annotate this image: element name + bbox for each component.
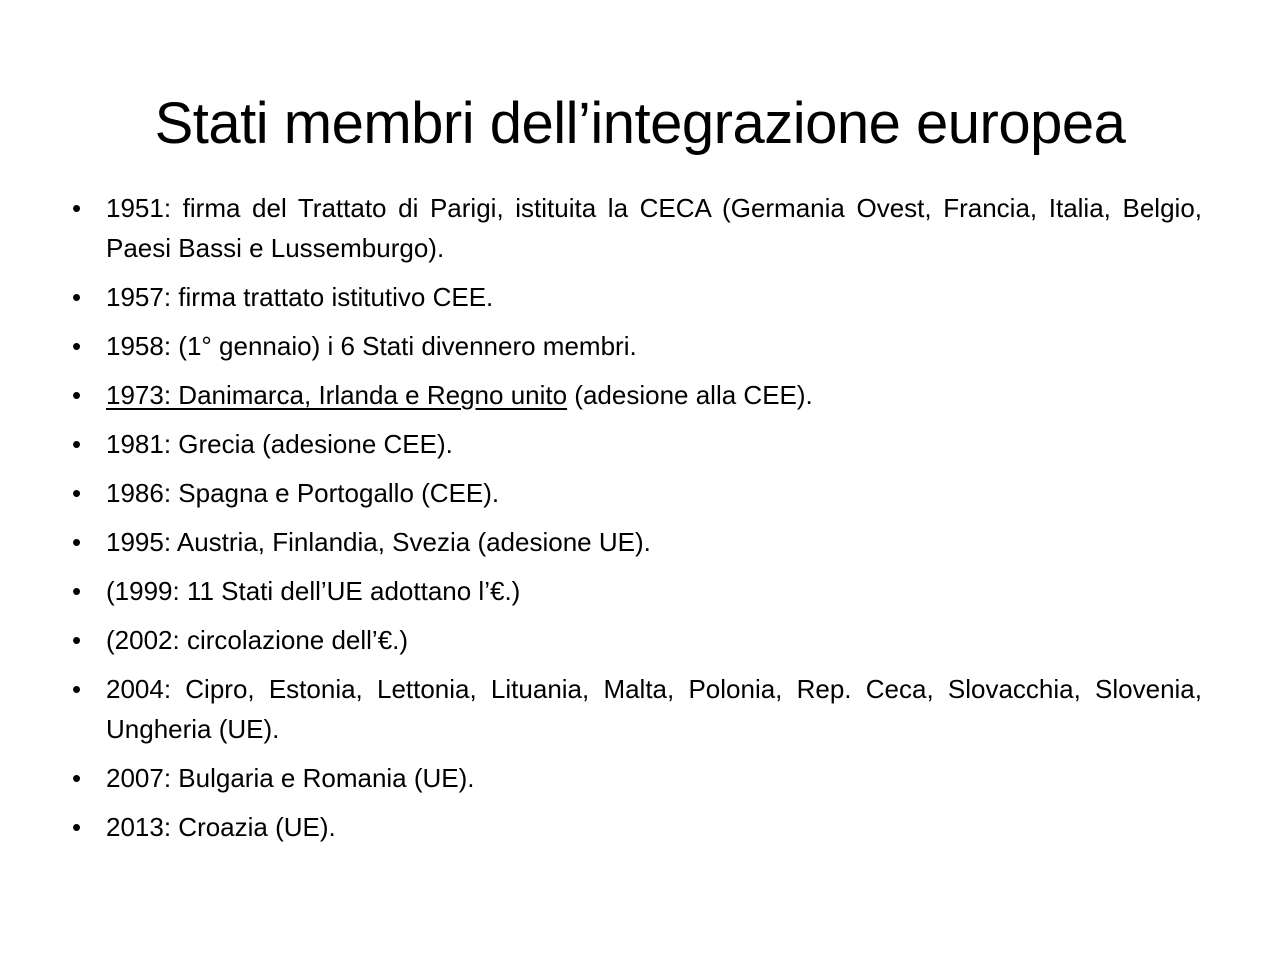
list-item-text: (adesione alla CEE).	[567, 380, 813, 410]
bullet-list	[72, 188, 1202, 856]
bullet-icon: •	[72, 812, 82, 842]
list-item-text: 1986: Spagna e Portogallo (CEE).	[106, 478, 500, 508]
bullet-icon: •	[72, 193, 82, 223]
bullet-icon: •	[72, 429, 82, 459]
list-item-2013	[72, 807, 1202, 847]
list-item-text: (2002: circolazione dell’€.)	[106, 625, 409, 655]
bullet-icon: •	[72, 527, 82, 557]
list-item-1951	[72, 188, 1202, 268]
list-item-1958	[72, 326, 1202, 366]
list-item-text: 2007: Bulgaria e Romania (UE).	[106, 763, 475, 793]
list-item-text: (1999: 11 Stati dell’UE adottano l’€.)	[106, 576, 521, 606]
list-item-1957	[72, 277, 1202, 317]
bullet-icon: •	[72, 380, 82, 410]
list-item-1986	[72, 473, 1202, 513]
bullet-icon: •	[72, 331, 82, 361]
bullet-icon: •	[72, 674, 82, 704]
list-item-1973	[72, 375, 1202, 415]
list-item-text: 1981: Grecia (adesione CEE).	[106, 429, 453, 459]
list-item-1999	[72, 571, 1202, 611]
list-item-text: 1995: Austria, Finlandia, Svezia (adesione UE).	[106, 527, 651, 557]
slide-title: Stati membri dell’integrazione europea	[154, 91, 1126, 156]
list-item-underlined-text: 1973: Danimarca, Irlanda e Regno unito	[106, 380, 568, 410]
list-item-2002	[72, 620, 1202, 660]
bullet-icon: •	[72, 625, 82, 655]
bullet-icon: •	[72, 576, 82, 606]
list-item-1981	[72, 424, 1202, 464]
list-item-2007	[72, 758, 1202, 798]
list-item-2004	[72, 669, 1202, 749]
list-item-text: 1957: firma trattato istitutivo CEE.	[106, 282, 494, 312]
list-item-text: 1958: (1° gennaio) i 6 Stati divennero membri.	[106, 331, 637, 361]
list-item-text: 2004: Cipro, Estonia, Lettonia, Lituania, Malta, Polonia, Rep. Ceca, Slovacchia, Slovenia, Ungheria (UE).	[106, 674, 1202, 744]
list-item-text: 2013: Croazia (UE).	[106, 812, 336, 842]
list-item-text: 1951: firma del Trattato di Parigi, istituita la CECA (Germania Ovest, Francia, Italia, Belgio, Paesi Bassi e Lussemburgo).	[106, 193, 1202, 263]
bullet-icon: •	[72, 478, 82, 508]
bullet-icon: •	[72, 282, 82, 312]
list-item-1995	[72, 522, 1202, 562]
bullet-icon: •	[72, 763, 82, 793]
